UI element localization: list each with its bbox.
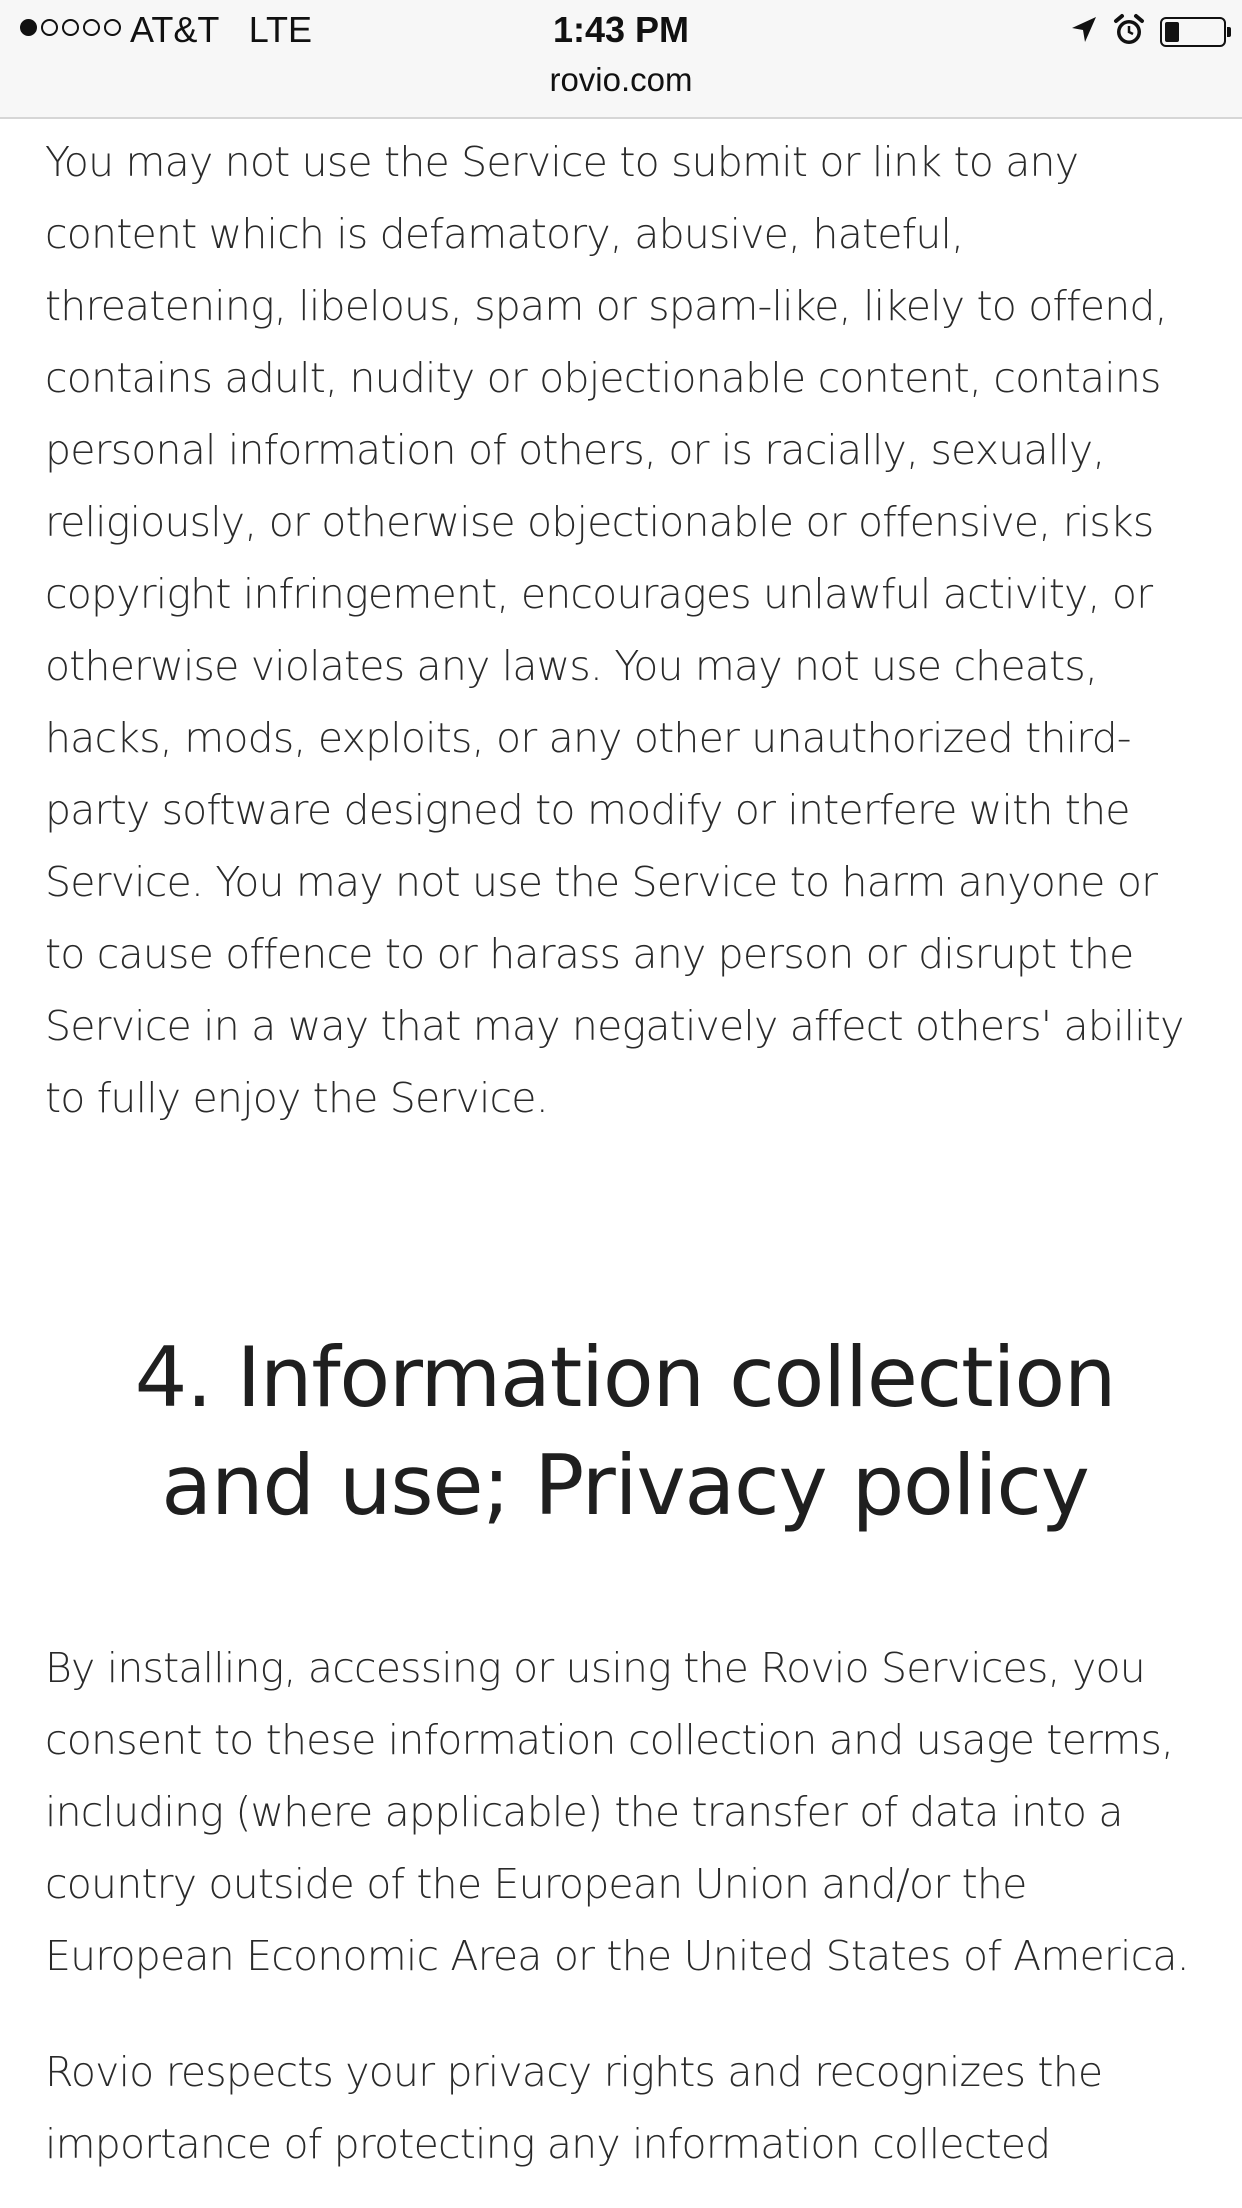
terms-paragraph: Rovio respects your privacy rights and recognizes the importance of protecting any information collected <box>45 2048 1103 2168</box>
section-heading: 4. Information collection and use; Privacy policy <box>134 1329 1116 1534</box>
battery-icon <box>1160 17 1226 47</box>
carrier-name: AT&T <box>130 9 219 50</box>
location-arrow-icon <box>1070 15 1098 49</box>
network-type: LTE <box>248 9 313 50</box>
terms-paragraph: You may not use the Service to submit or link to any content which is defamatory, abusive, hateful, threatening, libelous, spam or spam-like, likely to offend, contains adult, nudity or objectionable content, contains personal information of others, or is racially, sexually, religiously, or otherwise objectionable or offensive, risks copyright infringement, encourages unlawful activity, or otherwise violates any laws. You may not use cheats, hacks, mods, exploits, or any other unauthorized third-party software designed to modify or interfere with the Service. You may not use the Service to harm anyone or to cause offence to or harass any person or disrupt the Service in a way that may negatively affect others' ability to fully enjoy the Service. <box>45 138 1184 1122</box>
article-body <box>45 126 1205 2180</box>
battery-level <box>1165 22 1179 42</box>
url-address-bar[interactable]: rovio.com <box>549 61 693 98</box>
status-time: 1:43 PM <box>552 9 690 50</box>
status-icons <box>1070 13 1226 51</box>
terms-paragraph: By installing, accessing or using the Rovio Services, you consent to these information collection and usage terms, including (where applicable) the transfer of data into a country outside of the European Union and/or the European Economic Area or the United States of America. <box>45 1644 1189 1980</box>
alarm-clock-icon <box>1112 13 1146 51</box>
browser-top-bar <box>0 0 1242 119</box>
battery-cap <box>1227 27 1231 37</box>
